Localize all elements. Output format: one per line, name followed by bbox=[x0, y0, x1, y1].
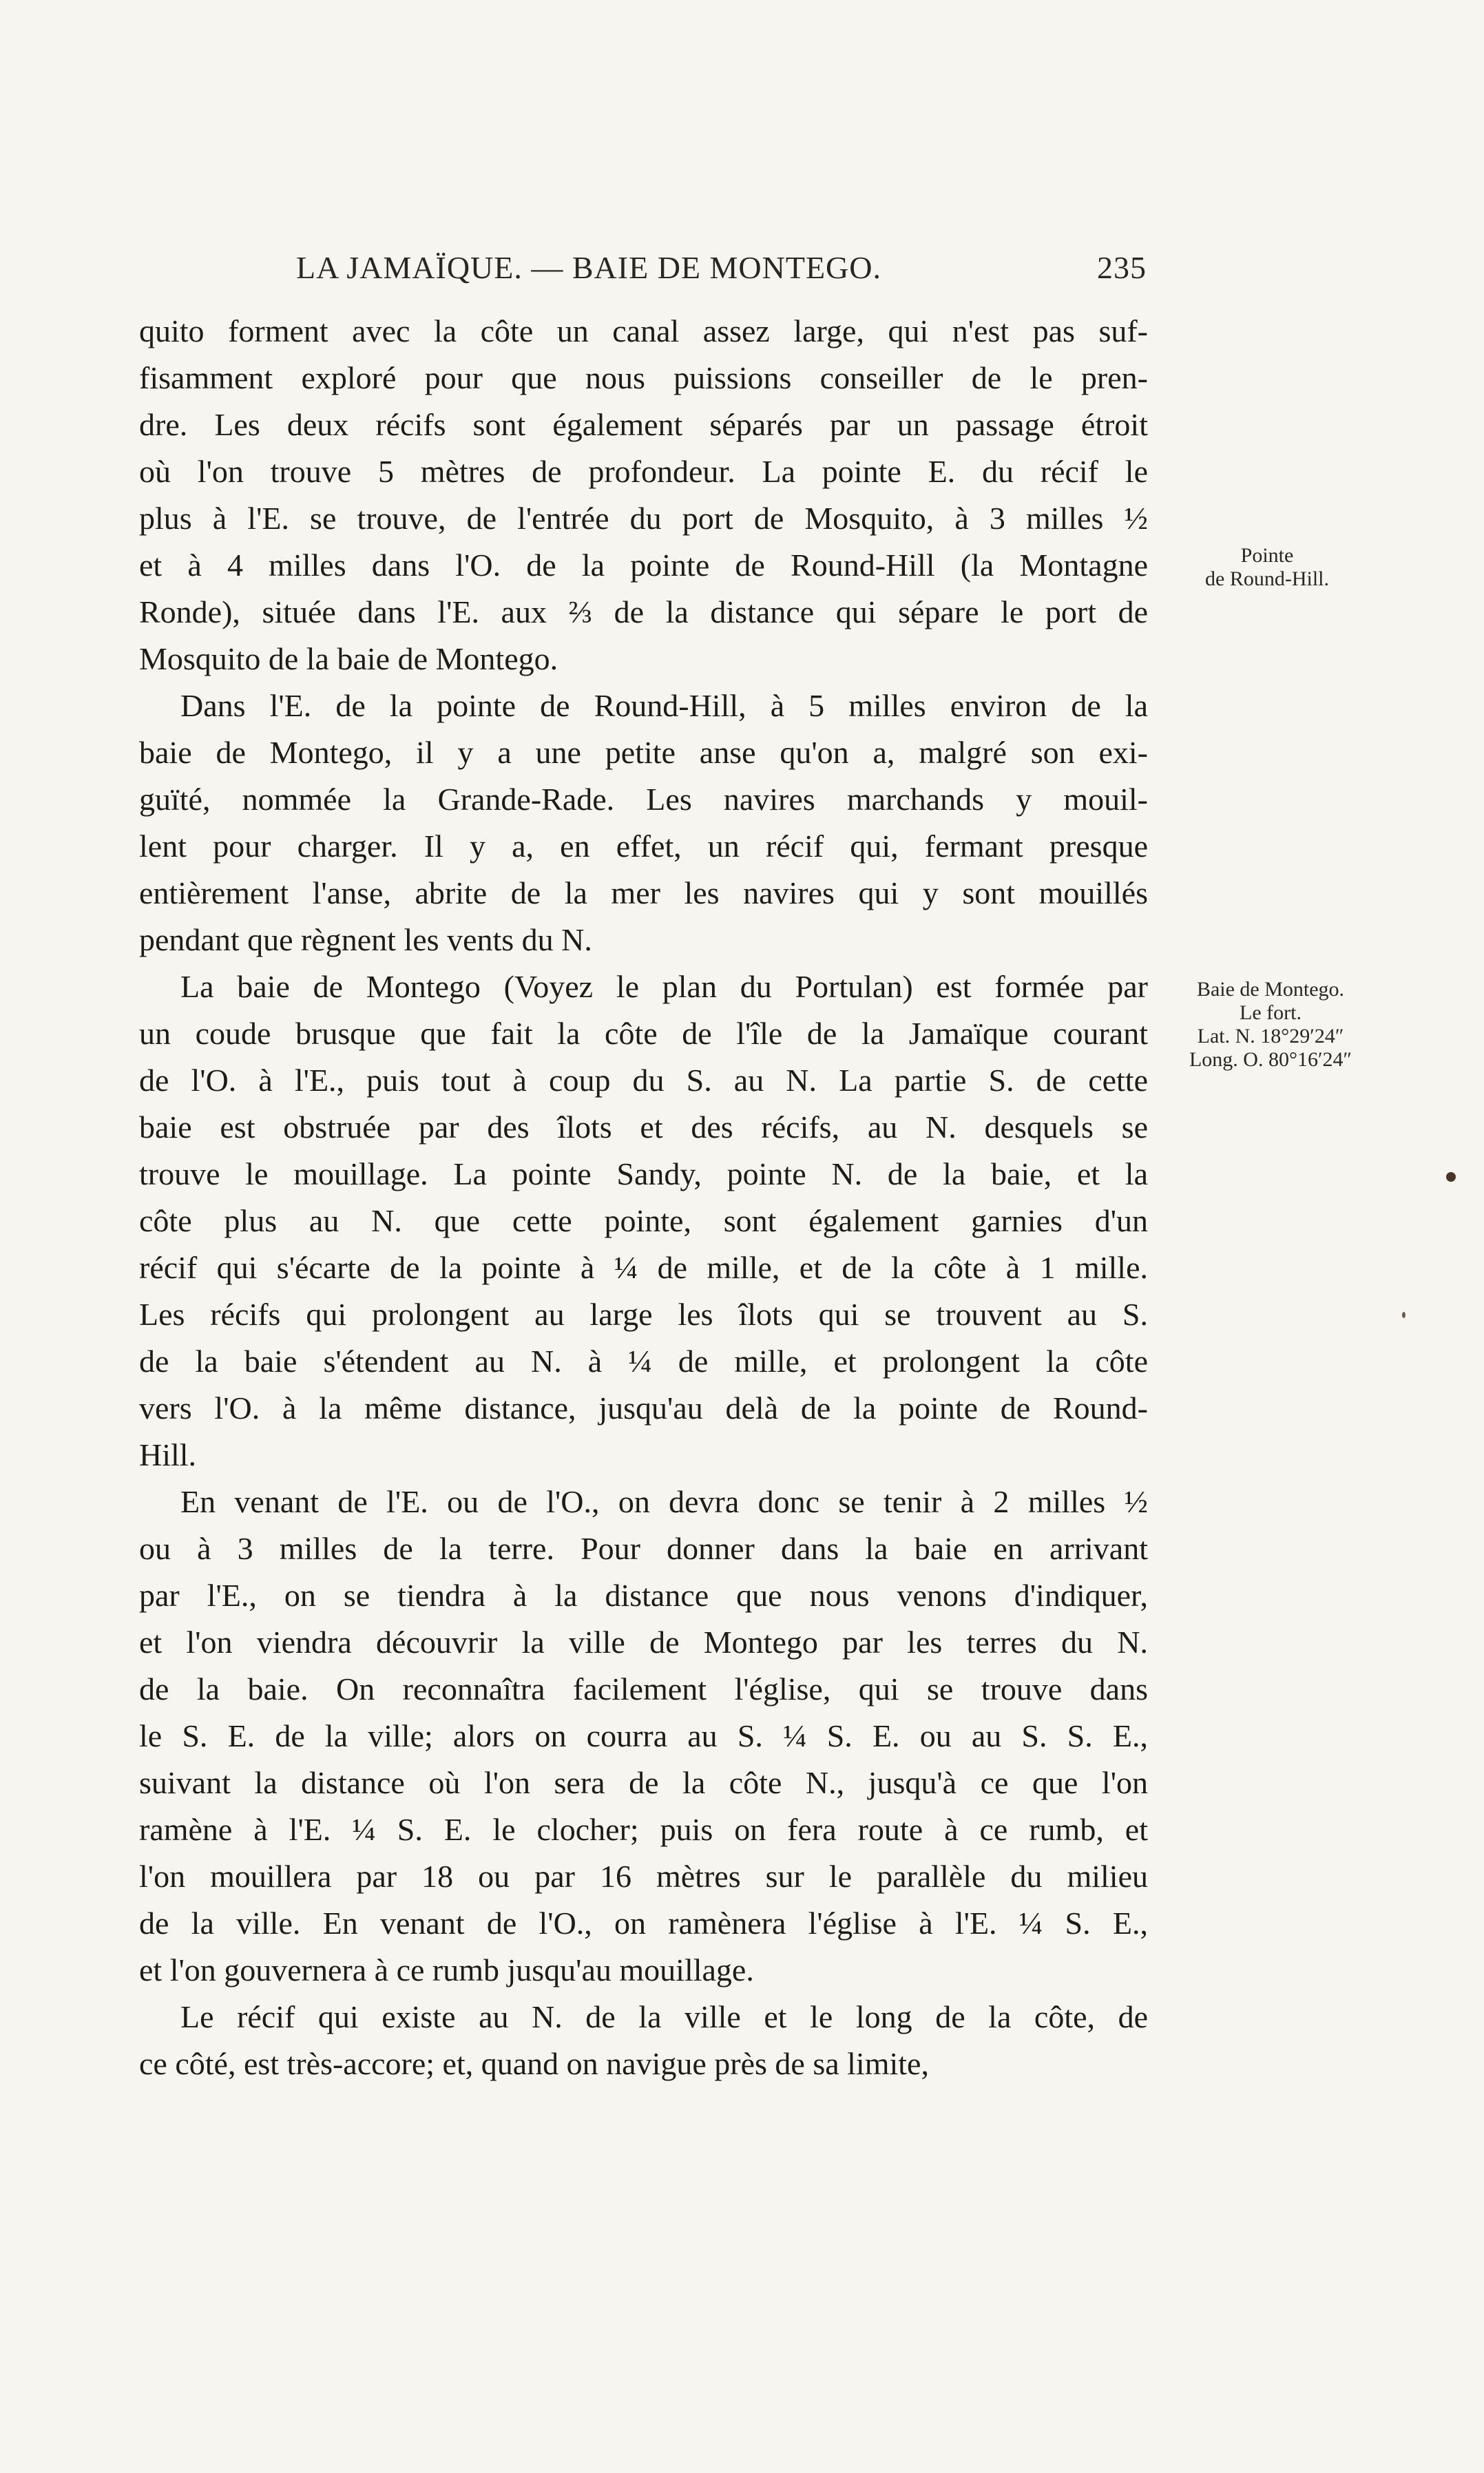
text-line: Dans l'E. de la pointe de Round-Hill, à 5 milles environ de la bbox=[180, 688, 1148, 723]
text-line: et l'on viendra découvrir la ville de Montego par les terres du N. bbox=[139, 1625, 1148, 1660]
text-line: de la baie. On reconnaîtra facilement l'église, qui se trouve dans bbox=[139, 1671, 1148, 1707]
text-line: plus à l'E. se trouve, de l'entrée du port de Mosquito, à 3 milles ½ bbox=[139, 501, 1148, 536]
text-line: ou à 3 milles de la terre. Pour donner dans la baie en arrivant bbox=[139, 1531, 1148, 1566]
text-line: quito forment avec la côte un canal assez large, qui n'est pas suf- bbox=[139, 313, 1148, 348]
text-line: suivant la distance où l'on sera de la côte N., jusqu'à ce que l'on bbox=[139, 1765, 1148, 1800]
text-line: et l'on gouvernera à ce rumb jusqu'au mouillage. bbox=[139, 1952, 754, 1987]
margin-note-montego bbox=[1171, 978, 1370, 1072]
text-line: lent pour charger. Il y a, en effet, un récif qui, fermant presque bbox=[139, 828, 1148, 864]
margin-note-line: de Round-Hill. bbox=[1205, 567, 1329, 590]
margin-note-round-hill bbox=[1184, 544, 1350, 591]
text-line: Les récifs qui prolongent au large les îlots qui se trouvent au S. bbox=[139, 1297, 1148, 1332]
text-line: guïté, nommée la Grande-Rade. Les navires marchands y mouil- bbox=[139, 782, 1148, 817]
text-line: Hill. bbox=[139, 1437, 197, 1472]
margin-note-line: Pointe bbox=[1240, 544, 1294, 567]
text-line: récif qui s'écarte de la pointe à ¼ de mille, et de la côte à 1 mille. bbox=[139, 1250, 1148, 1285]
text-line: Ronde), située dans l'E. aux ⅔ de la distance qui sépare le port de bbox=[139, 594, 1148, 629]
text-line: La baie de Montego (Voyez le plan du Portulan) est formée par bbox=[180, 969, 1148, 1004]
text-line: ce côté, est très-accore; et, quand on navigue près de sa limite, bbox=[139, 2046, 929, 2081]
margin-note-line: Baie de Montego. bbox=[1196, 978, 1345, 1001]
text-line: le S. E. de la ville; alors on courra au S. ¼ S. E. ou au S. S. E., bbox=[139, 1718, 1148, 1753]
page-number: 235 bbox=[1097, 250, 1147, 285]
text-line: de la baie s'étendent au N. à ¼ de mille, et prolongent la côte bbox=[139, 1344, 1148, 1379]
ink-speck bbox=[1446, 1172, 1456, 1182]
text-line: En venant de l'E. ou de l'O., on devra donc se tenir à 2 milles ½ bbox=[180, 1484, 1148, 1519]
text-line: où l'on trouve 5 mètres de profondeur. La pointe E. du récif le bbox=[139, 454, 1148, 489]
text-line: ramène à l'E. ¼ S. E. le clocher; puis on fera route à ce rumb, et bbox=[139, 1812, 1148, 1847]
text-line: pendant que règnent les vents du N. bbox=[139, 922, 592, 957]
text-line: de l'O. à l'E., puis tout à coup du S. au N. La partie S. de cette bbox=[139, 1063, 1148, 1098]
text-line: baie de Montego, il y a une petite anse qu'on a, malgré son exi- bbox=[139, 735, 1148, 770]
text-line: dre. Les deux récifs sont également séparés par un passage étroit bbox=[139, 407, 1148, 442]
running-title: LA JAMAÏQUE. — BAIE DE MONTEGO. bbox=[296, 250, 881, 285]
text-line: baie est obstruée par des îlots et des récifs, au N. desquels se bbox=[139, 1109, 1148, 1145]
text-line: l'on mouillera par 18 ou par 16 mètres sur le parallèle du milieu bbox=[139, 1859, 1148, 1894]
text-line: vers l'O. à la même distance, jusqu'au delà de la pointe de Round- bbox=[139, 1390, 1148, 1426]
text-line: côte plus au N. que cette pointe, sont également garnies d'un bbox=[139, 1203, 1148, 1238]
text-line: de la ville. En venant de l'O., on ramènera l'église à l'E. ¼ S. E., bbox=[139, 1906, 1148, 1941]
ink-speck bbox=[1402, 1312, 1405, 1318]
margin-note-line: Le fort. bbox=[1240, 1001, 1302, 1024]
text-line: un coude brusque que fait la côte de l'île de la Jamaïque courant bbox=[139, 1016, 1148, 1051]
text-line: et à 4 milles dans l'O. de la pointe de Round-Hill (la Montagne bbox=[139, 547, 1148, 583]
text-line: trouve le mouillage. La pointe Sandy, pointe N. de la baie, et la bbox=[139, 1156, 1148, 1191]
text-line: fisamment exploré pour que nous puissions conseiller de le pren- bbox=[139, 360, 1148, 395]
text-line: Le récif qui existe au N. de la ville et le long de la côte, de bbox=[180, 1999, 1148, 2034]
text-line: Mosquito de la baie de Montego. bbox=[139, 641, 558, 676]
text-line: entièrement l'anse, abrite de la mer les navires qui y sont mouillés bbox=[139, 875, 1148, 910]
margin-note-line: Long. O. 80°16′24″ bbox=[1189, 1048, 1352, 1071]
margin-note-line: Lat. N. 18°29′24″ bbox=[1197, 1025, 1344, 1047]
text-line: par l'E., on se tiendra à la distance que nous venons d'indiquer, bbox=[139, 1578, 1148, 1613]
